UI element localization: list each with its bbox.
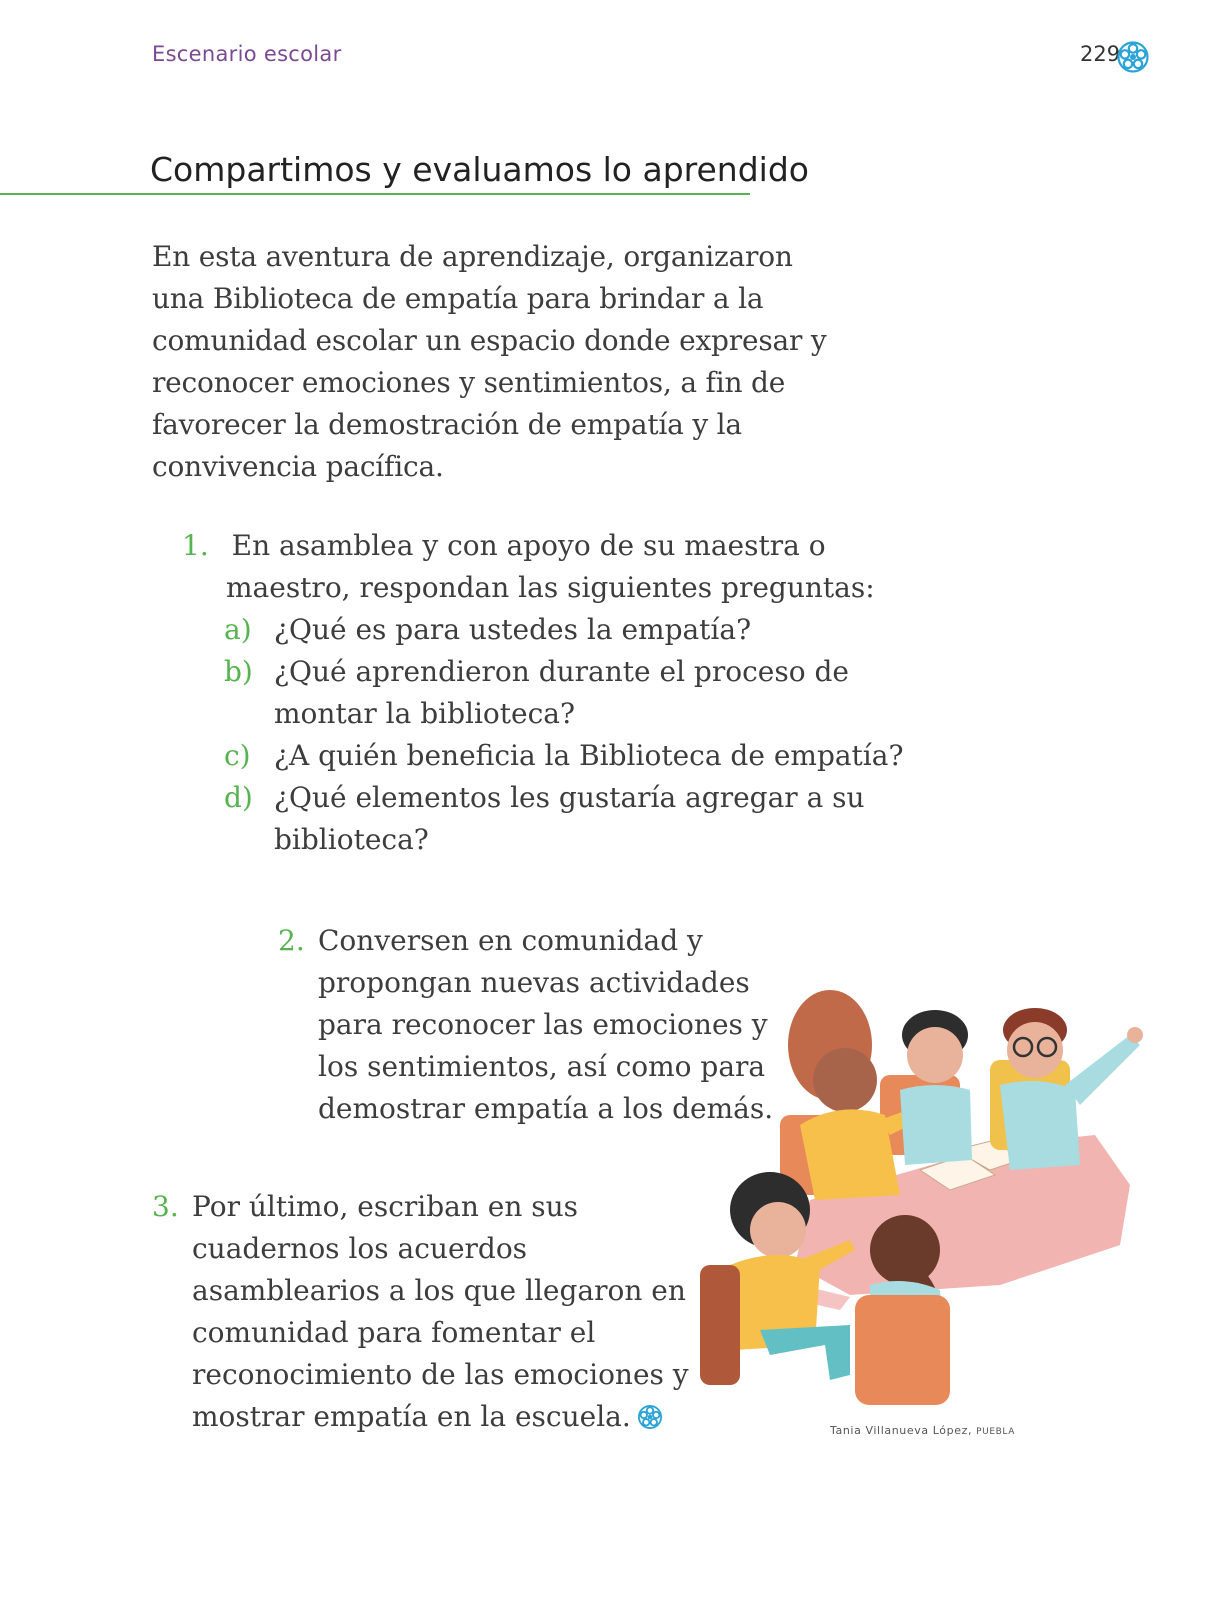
children-assembly-illustration [700, 985, 1170, 1415]
flower-icon [1116, 40, 1150, 74]
activity-2-text: Conversen en comunidad y propongan nuevas actividades para reconocer las emociones y los sentimientos, así como para demostrar empatía a los demás. [318, 924, 774, 1125]
question-text: ¿A quién beneficia la Biblioteca de empatía? [274, 739, 904, 772]
question-item-b [224, 651, 922, 735]
activity-item-1 [182, 525, 922, 861]
activity-1-body: En asamblea y con apoyo de su maestra o maestro, respondan las siguientes preguntas: [226, 529, 875, 604]
activity-3-number: 3. [152, 1190, 179, 1223]
question-letter: c) [224, 739, 251, 772]
credit-name: Tania Villanueva López, [830, 1424, 973, 1437]
question-text: ¿Qué aprendieron durante el proceso de montar la biblioteca? [274, 655, 849, 730]
activity-3-body: Por último, escriban en sus cuadernos los acuerdos asamblearios a los que llegaron en comunidad para fomentar el reconocimiento de las emociones y mostrar empatía en la escuela. [192, 1190, 689, 1433]
question-item-c [224, 735, 922, 777]
credit-state: PUEBLA [976, 1427, 1016, 1437]
section-header: Escenario escolar [152, 42, 342, 66]
illustration-credit [830, 1424, 1015, 1437]
page-title: Compartimos y evaluamos lo aprendido [150, 150, 809, 189]
page-number: 229 [1080, 42, 1121, 66]
question-list [224, 609, 922, 861]
activity-1-number: 1. [182, 529, 209, 562]
question-item-a [224, 609, 922, 651]
question-letter: b) [224, 655, 253, 688]
title-underline [0, 193, 750, 195]
question-letter: a) [224, 613, 252, 646]
question-text: ¿Qué elementos les gustaría agregar a su biblioteca? [274, 781, 865, 856]
activity-2-number: 2. [278, 924, 305, 957]
question-item-d [224, 777, 922, 861]
question-text: ¿Qué es para ustedes la empatía? [274, 613, 752, 646]
flower-icon [637, 1404, 663, 1430]
activity-item-3 [152, 1186, 692, 1438]
intro-paragraph: En esta aventura de aprendizaje, organizaron una Biblioteca de empatía para brindar a la comunidad escolar un espacio donde expresar y reconocer emociones y sentimientos, a fin de favorecer la demostración de empatía y la convivencia pacífica. [152, 240, 827, 483]
activity-1-text [182, 525, 922, 609]
question-letter: d) [224, 781, 253, 814]
activity-3-text [192, 1186, 692, 1438]
